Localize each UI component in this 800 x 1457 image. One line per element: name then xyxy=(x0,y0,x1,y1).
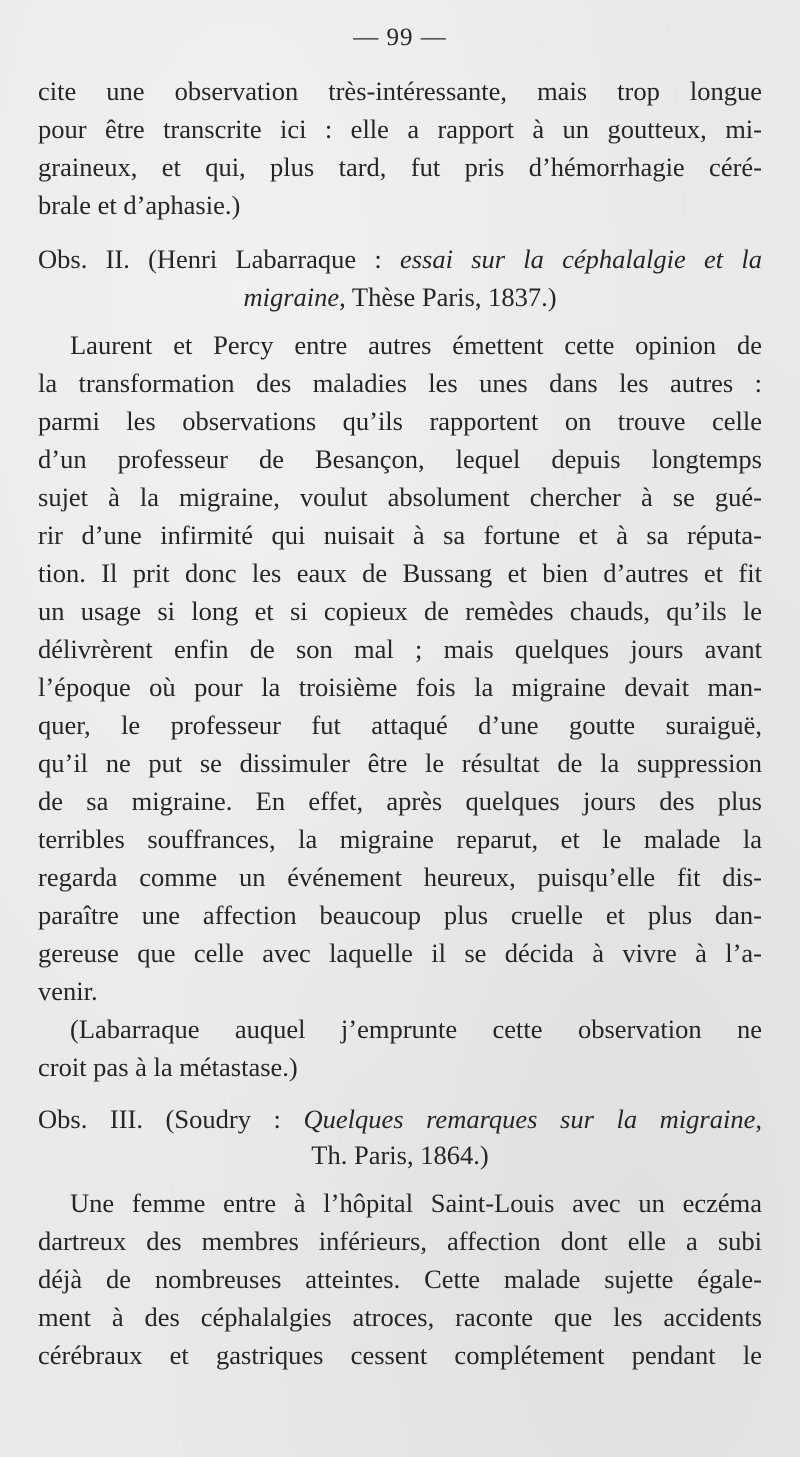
text-line: dartreux des membres inférieurs, affection dont elle a subi xyxy=(38,1226,762,1256)
text-line: parmi les observations qu’ils rapportent on trouve celle xyxy=(38,406,762,436)
text-line: venir. xyxy=(38,976,98,1006)
text-line: Laurent et Percy entre autres émettent cette opinion de xyxy=(70,330,762,360)
text-line: croit pas à la métastase.) xyxy=(38,1052,298,1082)
obs-ii-title-b: migraine xyxy=(243,282,340,312)
text-line: terribles souffrances, la migraine reparut, et le malade la xyxy=(38,824,762,854)
obs-ii-title-a: essai sur la céphalalgie et la xyxy=(399,244,762,274)
text-line: de sa migraine. En effet, après quelques jours des plus xyxy=(38,786,762,816)
text-line: paraître une affection beaucoup plus cruelle et plus dan- xyxy=(38,900,762,930)
text-line: (Labarraque auquel j’emprunte cette observation ne xyxy=(70,1014,762,1044)
text-line: regarda comme un événement heureux, puisqu’elle fit dis- xyxy=(38,862,762,892)
text-line: délivrèrent enfin de son mal ; mais quelques jours avant xyxy=(38,634,762,664)
text-line: sujet à la migraine, voulut absolument chercher à se gué- xyxy=(38,482,762,512)
text-line: Une femme entre à l’hôpital Saint-Louis avec un eczéma xyxy=(70,1188,762,1218)
text-line: gereuse que celle avec laquelle il se décida à vivre à l’a- xyxy=(38,938,762,968)
text-line: déjà de nombreuses atteintes. Cette malade sujette égale- xyxy=(38,1264,762,1294)
text-line: quer, le professeur fut attaqué d’une goutte suraiguë, xyxy=(38,710,762,740)
text-line: pour être transcrite ici : elle a rapport à un goutteux, mi- xyxy=(38,114,762,144)
obs-iii-title: Quelques remarques sur la migraine, xyxy=(303,1104,762,1134)
text-line: la transformation des maladies les unes dans les autres : xyxy=(38,368,762,398)
text-line: qu’il ne put se dissimuler être le résultat de la suppression xyxy=(38,748,762,778)
text-line: cérébraux et gastriques cessent complétement pendant le xyxy=(38,1340,762,1370)
text-line: l’époque où pour la troisième fois la migraine devait man- xyxy=(38,672,762,702)
obs-ii-suffix: , Thèse Paris, 1837.) xyxy=(339,282,557,312)
text-line: tion. Il prit donc les eaux de Bussang et bien d’autres et fit xyxy=(38,558,762,588)
obs-iii-heading-line2: Th. Paris, 1864.) xyxy=(311,1140,489,1170)
text-line: rir d’une infirmité qui nuisait à sa fortune et à sa réputa- xyxy=(38,520,762,550)
obs-iii-heading xyxy=(38,1104,762,1134)
text-line: brale et d’aphasie.) xyxy=(38,190,241,220)
text-line: ment à des céphalalgies atroces, raconte que les accidents xyxy=(38,1302,762,1332)
obs-ii-heading-line2 xyxy=(38,282,762,312)
text-line: graineux, et qui, plus tard, fut pris d’hémorrhagie céré- xyxy=(38,152,762,182)
text-line: un usage si long et si copieux de remèdes chauds, qu’ils le xyxy=(38,596,762,626)
obs-ii-heading xyxy=(38,244,762,274)
obs-ii-prefix: Obs. II. (Henri Labarraque : xyxy=(38,244,400,274)
obs-iii-prefix: Obs. III. (Soudry : xyxy=(38,1104,304,1134)
text-line: d’un professeur de Besançon, lequel depuis longtemps xyxy=(38,444,762,474)
page-number: — 99 — xyxy=(353,24,447,51)
text-line: cite une observation très-intéressante, mais trop longue xyxy=(38,76,762,106)
